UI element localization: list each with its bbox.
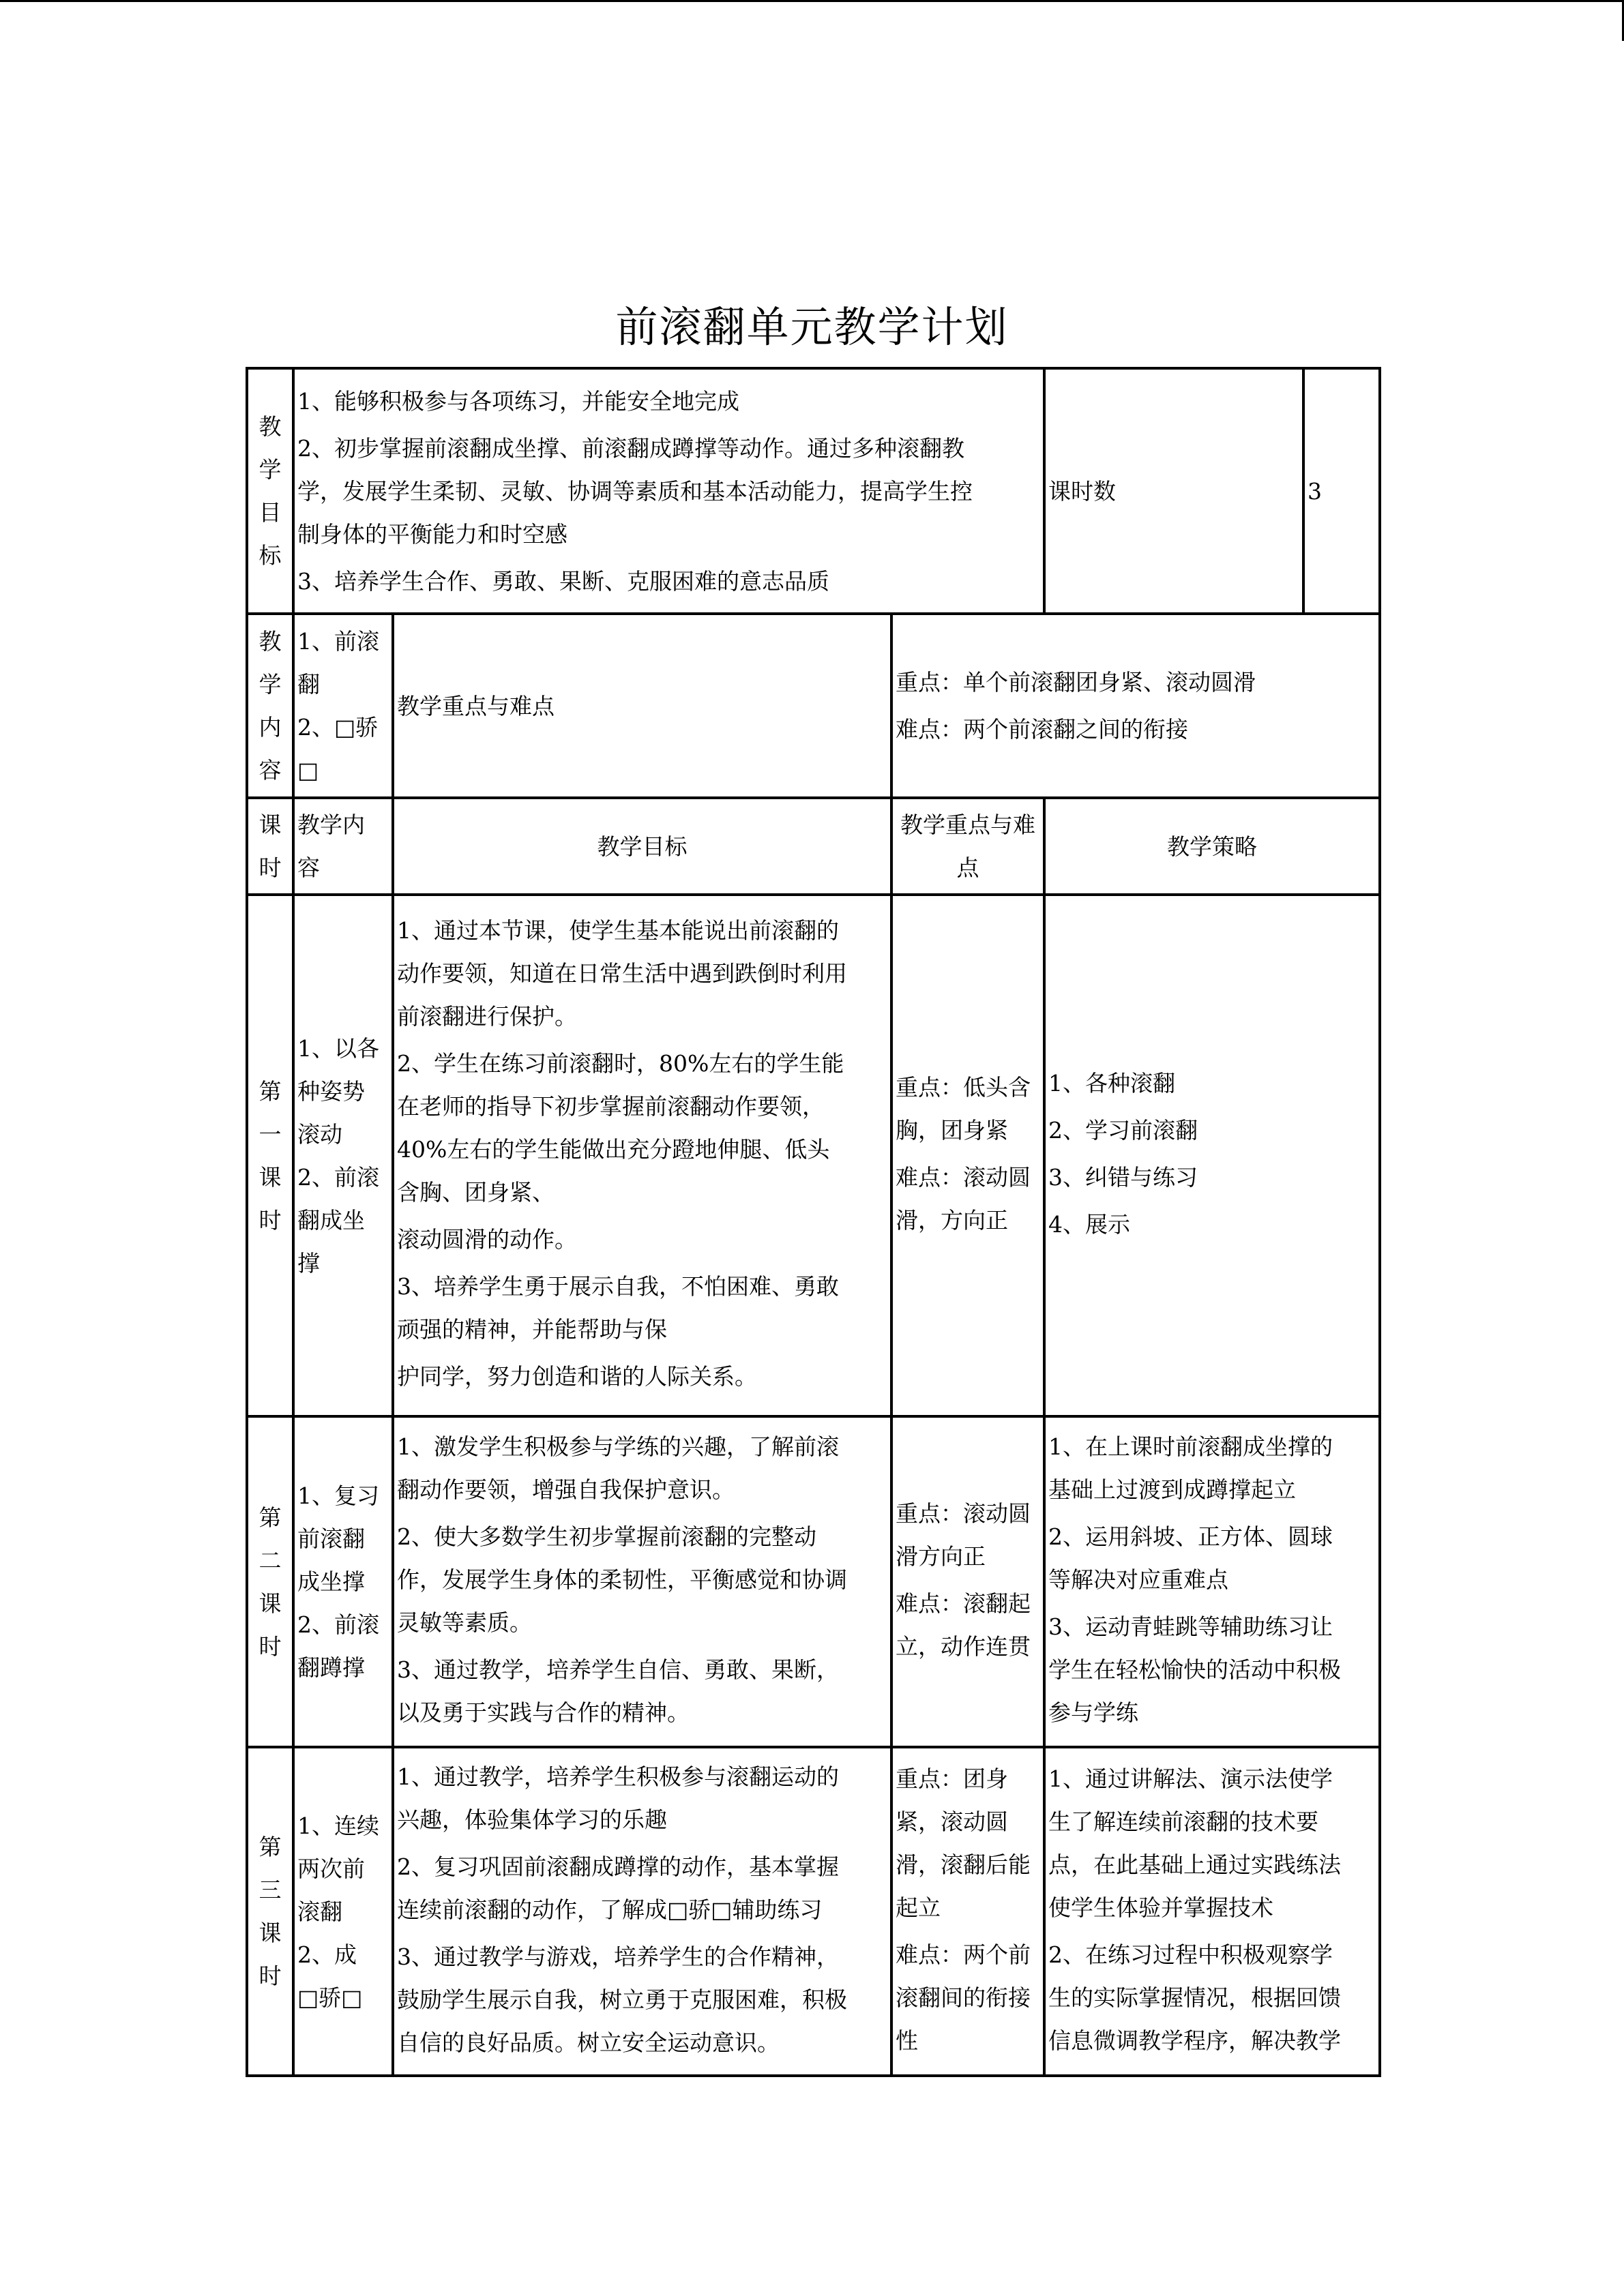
header-keypoints: 教学重点与难 点: [891, 798, 1044, 895]
keypoints-label: 教学重点与难点: [393, 614, 891, 798]
lesson-strategy: 1、各种滚翻 2、学习前滚翻 3、纠错与练习 4、展示: [1044, 895, 1380, 1416]
lesson-goals: 1、通过教学，培养学生积极参与滚翻运动的 兴趣，体验集体学习的乐趣 2、复习巩固前滚翻成蹲撑的动作，基本掌握 连续前滚翻的动作，了解成□骄□辅助练习 3、通过教学与游戏，培养学生的合作精神， 鼓励学生展示自我，树立勇于克服困难，积极 自信的良好品质。树立安全运动意识。: [393, 1747, 891, 2076]
difficulty-point: 难点：两个前滚翻之间的衔接: [896, 716, 1188, 743]
header-strategy: 教学策略: [1044, 798, 1380, 895]
page-border-top: [0, 0, 1624, 2]
goals-row: [247, 368, 1380, 614]
lesson-content: 1、复习 前滚翻 成坐撑 2、前滚 翻蹲撑: [293, 1416, 393, 1747]
lesson-label: 第 三 课 时: [247, 1747, 293, 2076]
header-lesson: 课 时: [247, 798, 293, 895]
lesson-label: 第 二 课 时: [247, 1416, 293, 1747]
page-title: 前滚翻单元教学计划: [615, 302, 1009, 352]
lesson-strategy: 1、在上课时前滚翻成坐撑的 基础上过渡到成蹲撑起立 2、运用斜坡、正方体、圆球 等解决对应重难点 3、运动青蛙跳等辅助练习让 学生在轻松愉快的活动中积极 参与学练: [1044, 1416, 1380, 1747]
lesson-keypoints: 重点：团身 紧，滚动圆 滑，滚翻后能 起立 难点：两个前 滚翻间的衔接 性: [891, 1747, 1044, 2076]
goal-line: 2、初步掌握前滚翻成坐撑、前滚翻成蹲撑等动作。通过多种滚翻教: [297, 434, 964, 462]
content-row: [247, 614, 1380, 798]
lesson-keypoints: 重点：低头含 胸，团身紧 难点：滚动圆 滑，方向正: [891, 895, 1044, 1416]
lesson-content: 1、以各 种姿势 滚动 2、前滚 翻成坐 撑: [293, 895, 393, 1416]
content-label: 教 学 内 容: [247, 614, 293, 798]
goal-line: 3、培养学生合作、勇敢、果断、克服困难的意志品质: [297, 567, 829, 595]
header-goals: 教学目标: [393, 798, 891, 895]
lesson-goals: 1、通过本节课，使学生基本能说出前滚翻的 动作要领，知道在日常生活中遇到跌倒时利用 前滚翻进行保护。 2、学生在练习前滚翻时，80%左右的学生能 在老师的指导下初步掌握前滚翻动作要领， 40%左右的学生能做出充分蹬地伸腿、低头 含胸、团身紧、 滚动圆滑的动作。 3、培养学生勇于展示自我，不怕困难、勇敢 顽强的精神，并能帮助与保 护同学，努力创造和谐的人际关系。: [393, 895, 891, 1416]
header-content: 教学内 容: [293, 798, 393, 895]
hours-value: 3: [1303, 368, 1380, 614]
keypoints-text: [891, 614, 1380, 798]
goal-line: 制身体的平衡能力和时空感: [297, 520, 567, 548]
goals-text: [293, 368, 1044, 614]
goal-line: 学，发展学生柔韧、灵敏、协调等素质和基本活动能力，提高学生控: [297, 477, 973, 505]
lesson-goals: 1、激发学生积极参与学练的兴趣，了解前滚 翻动作要领，增强自我保护意识。 2、使大多数学生初步掌握前滚翻的完整动 作，发展学生身体的柔韧性，平衡感觉和协调 灵敏等素质。 3、通过教学，培养学生自信、勇敢、果断， 以及勇于实践与合作的精神。: [393, 1416, 891, 1747]
lesson-content: 1、连续 两次前 滚翻 2、成 □骄□: [293, 1747, 393, 2076]
goals-label: 教 学 目 标: [247, 368, 293, 614]
key-point: 重点：单个前滚翻团身紧、滚动圆滑: [896, 669, 1256, 696]
lesson-row: [247, 1747, 1380, 2076]
content-items: 1、前滚 翻 2、□骄□: [293, 614, 393, 798]
lesson-label: 第 一 课 时: [247, 895, 293, 1416]
header-row: [247, 798, 1380, 895]
lesson-strategy: 1、通过讲解法、演示法使学 生了解连续前滚翻的技术要 点，在此基础上通过实践练法 使学生体验并掌握技术 2、在练习过程中积极观察学 生的实际掌握情况，根据回馈 信息微调教学程序，解决教学: [1044, 1747, 1380, 2076]
lesson-keypoints: 重点：滚动圆 滑方向正 难点：滚翻起 立，动作连贯: [891, 1416, 1044, 1747]
goal-line: 1、能够积极参与各项练习，并能安全地完成: [297, 387, 739, 415]
lesson-row: [247, 1416, 1380, 1747]
lesson-row: [247, 895, 1380, 1416]
hours-label: 课时数: [1044, 368, 1303, 614]
teaching-plan-table: [246, 367, 1381, 2077]
